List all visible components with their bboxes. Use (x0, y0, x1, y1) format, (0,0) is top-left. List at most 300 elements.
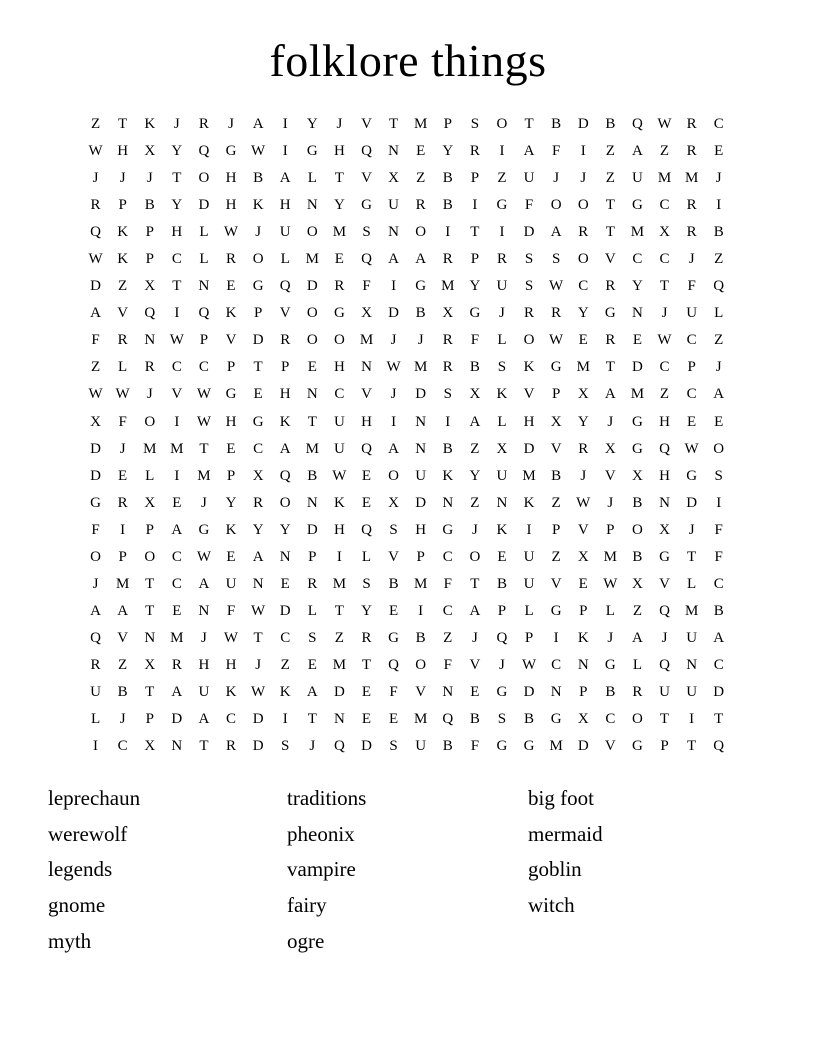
grid-cell: Y (171, 197, 183, 214)
word-item: witch (528, 893, 575, 918)
grid-cell: W (115, 386, 130, 403)
grid-cell: T (199, 440, 209, 457)
grid-cell: R (415, 197, 426, 214)
grid-cell: U (496, 278, 508, 295)
grid-cell: O (252, 251, 264, 268)
grid-cell: M (630, 224, 645, 241)
grid-cell: A (415, 251, 427, 268)
grid-cell: B (496, 575, 507, 592)
grid-cell: D (306, 278, 318, 295)
grid-cell: M (197, 467, 211, 484)
grid-cell: L (361, 548, 372, 565)
grid-cell: X (388, 494, 399, 511)
grid-cell: C (632, 251, 643, 268)
grid-cell: H (225, 197, 237, 214)
grid-cell: J (471, 521, 478, 538)
grid-cell: M (170, 629, 184, 646)
grid-cell: W (251, 602, 266, 619)
grid-cell: U (686, 684, 698, 700)
grid-cell: F (524, 197, 534, 214)
grid-cell: G (415, 278, 427, 295)
grid-cell: Z (90, 116, 101, 133)
grid-cell: N (252, 575, 264, 592)
grid-cell: B (713, 224, 724, 241)
grid-cell: M (305, 251, 319, 268)
grid-cell: J (119, 440, 126, 457)
grid-cell: P (687, 359, 696, 376)
grid-cell: J (580, 170, 587, 187)
grid-cell: A (171, 521, 183, 538)
grid-cell: G (252, 413, 264, 430)
grid-cell: W (386, 359, 401, 376)
grid-cell: V (415, 684, 427, 700)
grid-cell: X (252, 467, 264, 484)
grid-cell: V (550, 440, 562, 457)
grid-cell: P (199, 332, 209, 349)
grid-cell: H (415, 521, 427, 538)
grid-cell: F (443, 656, 452, 673)
grid-cell: M (414, 116, 428, 133)
grid-cell: E (226, 440, 236, 457)
grid-cell: T (145, 575, 155, 592)
grid-cell: J (390, 386, 397, 403)
grid-cell: I (120, 521, 126, 538)
grid-cell: N (442, 684, 454, 700)
grid-cell: Y (333, 197, 345, 214)
grid-cell: P (145, 521, 154, 538)
grid-cell: A (632, 143, 643, 160)
grid-cell: Y (469, 278, 481, 295)
grid-cell: Q (279, 278, 291, 295)
grid-cell: M (332, 656, 347, 673)
grid-cell: E (361, 467, 372, 484)
grid-cell: Y (279, 521, 291, 538)
grid-cell: V (388, 548, 399, 565)
grid-cell: D (415, 386, 427, 403)
grid-cell: P (118, 548, 127, 565)
grid-cell: E (334, 251, 344, 268)
grid-cell: E (578, 575, 588, 592)
grid-cell: T (470, 224, 480, 241)
grid-cell: X (496, 440, 508, 457)
grid-cell: X (144, 143, 156, 160)
grid-cell: Q (333, 738, 345, 755)
grid-cell: E (714, 413, 724, 430)
grid-cell: R (686, 143, 697, 160)
grid-cell: L (497, 332, 507, 349)
grid-cell: U (415, 738, 427, 755)
grid-cell: F (91, 521, 100, 538)
grid-cell: J (146, 170, 153, 187)
grid-cell: A (713, 386, 725, 403)
word-item: vampire (287, 857, 356, 882)
grid-cell: D (333, 684, 345, 700)
grid-cell: O (306, 224, 318, 241)
grid-cell: A (523, 143, 535, 160)
grid-cell: O (415, 224, 427, 241)
grid-cell: X (361, 305, 372, 322)
grid-cell: S (524, 278, 534, 295)
grid-cell: J (390, 332, 397, 349)
word-item: fairy (287, 893, 327, 918)
grid-cell: G (604, 656, 616, 673)
grid-cell: B (632, 548, 643, 565)
grid-cell: X (90, 413, 101, 430)
grid-cell: R (117, 494, 128, 511)
grid-cell: W (223, 224, 239, 241)
grid-cell: G (333, 305, 345, 322)
grid-cell: B (551, 116, 562, 133)
grid-cell: K (252, 197, 264, 214)
grid-cell: Y (225, 494, 237, 511)
grid-cell: R (198, 116, 209, 133)
grid-cell: J (336, 116, 343, 133)
grid-cell: O (577, 197, 589, 214)
grid-cell: X (659, 224, 670, 241)
grid-cell: V (361, 170, 372, 187)
grid-cell: K (442, 467, 454, 484)
grid-cell: O (90, 548, 101, 565)
grid-cell: D (252, 332, 264, 349)
grid-cell: U (90, 684, 101, 700)
grid-cell: Q (442, 711, 454, 728)
grid-cell: E (172, 494, 182, 511)
grid-cell: A (632, 629, 643, 646)
grid-cell: T (145, 684, 155, 700)
grid-cell: P (308, 548, 317, 565)
grid-cell: A (90, 305, 101, 322)
grid-cell: R (632, 684, 643, 700)
grid-cell: O (469, 548, 481, 565)
grid-cell: L (118, 359, 128, 376)
grid-cell: J (471, 629, 478, 646)
grid-cell: B (388, 575, 399, 592)
grid-cell: F (714, 521, 723, 538)
grid-cell: J (688, 251, 695, 268)
grid-cell: M (143, 440, 157, 457)
grid-cell: Z (714, 332, 724, 349)
grid-cell: J (92, 575, 99, 592)
grid-cell: B (605, 684, 616, 700)
grid-cell: R (334, 278, 345, 295)
grid-cell: K (225, 305, 237, 322)
grid-cell: S (362, 575, 371, 592)
grid-cell: E (497, 548, 507, 565)
grid-cell: D (198, 197, 210, 214)
grid-cell: O (279, 494, 291, 511)
grid-cell: D (713, 684, 725, 700)
grid-cell: Z (605, 143, 615, 160)
grid-cell: P (579, 602, 588, 619)
grid-cell: D (279, 602, 291, 619)
grid-cell: U (659, 684, 670, 700)
grid-cell: N (415, 413, 427, 430)
grid-cell: W (196, 548, 211, 565)
grid-cell: O (713, 440, 725, 457)
grid-cell: N (144, 332, 156, 349)
grid-cell: M (549, 738, 563, 755)
grid-cell: B (442, 440, 453, 457)
word-item: mermaid (528, 821, 603, 846)
grid-cell: L (307, 170, 317, 187)
grid-cell: E (388, 711, 399, 728)
grid-cell: W (88, 143, 103, 160)
grid-cell: Z (416, 170, 426, 187)
grid-cell: D (306, 521, 318, 538)
grid-cell: D (577, 116, 589, 133)
grid-cell: V (577, 521, 589, 538)
grid-cell: K (577, 629, 589, 646)
grid-cell: N (415, 440, 427, 457)
grid-cell: E (578, 332, 588, 349)
word-list-column (48, 781, 140, 960)
grid-cell: V (469, 656, 481, 673)
grid-cell: Z (497, 170, 507, 187)
grid-cell: C (551, 656, 562, 673)
grid-cell: R (90, 656, 101, 673)
grid-cell: W (196, 413, 211, 430)
grid-cell: P (606, 521, 615, 538)
grid-cell: J (607, 413, 614, 430)
grid-cell: E (307, 359, 317, 376)
grid-cell: O (144, 548, 156, 565)
grid-cell: C (442, 602, 453, 619)
grid-cell: A (388, 251, 399, 268)
grid-cell: T (659, 711, 670, 728)
grid-cell: X (144, 656, 156, 673)
grid-cell: X (469, 386, 481, 403)
grid-cell: J (255, 224, 262, 241)
grid-cell: R (442, 251, 453, 268)
grid-cell: X (632, 467, 643, 484)
word-list-column (528, 781, 603, 924)
grid-cell: U (686, 305, 698, 322)
grid-cell: N (388, 143, 399, 160)
grid-cell: Y (577, 305, 589, 322)
grid-cell: N (306, 197, 318, 214)
grid-cell: Y (577, 413, 589, 430)
grid-cell: H (198, 656, 210, 673)
grid-cell: I (499, 224, 505, 241)
grid-cell: G (686, 467, 698, 484)
grid-cell: R (442, 359, 453, 376)
grid-cell: P (118, 197, 127, 214)
grid-cell: L (632, 656, 642, 673)
grid-cell: M (657, 170, 672, 187)
grid-cell: C (605, 711, 616, 728)
grid-cell: W (196, 386, 211, 403)
grid-cell: M (630, 386, 645, 403)
grid-cell: I (282, 143, 288, 160)
grid-cell: X (442, 305, 454, 322)
grid-cell: R (496, 251, 507, 268)
grid-cell: V (523, 386, 535, 403)
grid-cell: E (118, 467, 128, 484)
grid-cell: S (714, 467, 723, 484)
grid-cell: F (91, 332, 100, 349)
grid-cell: A (279, 170, 291, 187)
grid-cell: G (550, 602, 562, 619)
grid-cell: D (523, 440, 535, 457)
grid-cell: I (391, 278, 397, 295)
grid-cell: J (715, 359, 722, 376)
grid-cell: V (361, 116, 372, 133)
grid-cell: J (201, 494, 207, 511)
grid-cell: C (171, 575, 182, 592)
grid-cell: M (359, 332, 374, 349)
grid-cell: D (252, 711, 264, 728)
grid-cell: G (659, 548, 670, 565)
grid-cell: C (686, 386, 697, 403)
grid-cell: G (604, 305, 616, 322)
grid-cell: P (470, 251, 480, 268)
grid-cell: G (469, 305, 481, 322)
grid-cell: W (332, 467, 347, 484)
grid-cell: O (632, 521, 643, 538)
grid-cell: H (333, 521, 345, 538)
grid-cell: I (174, 467, 180, 484)
grid-cell: G (550, 711, 562, 728)
grid-cell: P (226, 467, 236, 484)
grid-cell: J (607, 629, 614, 646)
grid-cell: R (226, 738, 237, 755)
grid-cell: X (144, 494, 156, 511)
grid-cell: R (605, 332, 616, 349)
grid-cell: E (470, 684, 480, 700)
grid-cell: Q (361, 521, 372, 538)
grid-cell: C (226, 711, 237, 728)
grid-cell: P (145, 251, 154, 268)
grid-cell: L (307, 602, 317, 619)
grid-cell: B (524, 711, 535, 728)
grid-cell: U (415, 467, 427, 484)
grid-cell: Z (551, 548, 561, 565)
grid-cell: H (225, 170, 237, 187)
grid-cell: U (686, 629, 698, 646)
grid-cell: J (119, 170, 126, 187)
grid-cell: O (550, 197, 562, 214)
grid-cell: W (549, 278, 564, 295)
grid-cell: C (659, 251, 670, 268)
grid-cell: F (389, 684, 398, 700)
grid-cell: D (388, 305, 399, 322)
grid-cell: E (361, 711, 372, 728)
grid-cell: C (253, 440, 264, 457)
grid-cell: Q (361, 440, 372, 457)
grid-cell: A (469, 602, 481, 619)
grid-cell: W (657, 116, 672, 133)
grid-cell: M (115, 575, 130, 592)
grid-cell: W (684, 440, 699, 457)
grid-cell: N (306, 386, 318, 403)
grid-cell: Y (442, 143, 454, 160)
grid-cell: E (361, 684, 372, 700)
grid-cell: B (144, 197, 155, 214)
grid-cell: P (416, 548, 425, 565)
grid-cell: B (469, 359, 480, 376)
grid-cell: Q (713, 738, 725, 755)
grid-cell: N (496, 494, 508, 511)
grid-cell: J (607, 494, 614, 511)
grid-cell: M (305, 440, 319, 457)
grid-cell: R (524, 305, 535, 322)
grid-cell: R (253, 494, 264, 511)
grid-cell: U (333, 440, 345, 457)
grid-cell: C (713, 656, 724, 673)
grid-cell: J (309, 738, 316, 755)
grid-cell: R (469, 143, 480, 160)
grid-cell: D (361, 738, 372, 755)
grid-cell: I (553, 629, 559, 646)
grid-cell: Q (659, 440, 670, 457)
grid-cell: D (632, 359, 643, 376)
grid-cell: I (174, 305, 180, 322)
grid-cell: T (307, 711, 317, 728)
grid-cell: S (470, 116, 480, 133)
grid-cell: E (361, 494, 372, 511)
grid-cell: V (604, 467, 616, 484)
grid-cell: C (713, 575, 724, 592)
grid-cell: I (689, 711, 695, 728)
grid-cell: O (306, 332, 318, 349)
grid-cell: H (117, 143, 129, 160)
grid-cell: C (659, 197, 670, 214)
grid-cell: Z (118, 278, 128, 295)
grid-cell: N (361, 359, 372, 376)
grid-cell: M (414, 575, 428, 592)
grid-cell: I (418, 602, 424, 619)
grid-cell: R (280, 332, 291, 349)
grid-cell: A (469, 413, 481, 430)
grid-cell: C (659, 359, 670, 376)
grid-cell: C (117, 738, 128, 755)
grid-cell: C (198, 359, 209, 376)
grid-cell: Q (659, 602, 670, 619)
grid-cell: I (391, 413, 397, 430)
grid-cell: K (333, 494, 345, 511)
grid-cell: A (198, 575, 210, 592)
grid-cell: N (442, 494, 454, 511)
grid-cell: B (117, 684, 128, 700)
grid-cell: U (225, 575, 237, 592)
grid-cell: A (117, 602, 129, 619)
grid-cell: S (389, 738, 398, 755)
grid-cell: K (144, 116, 156, 133)
grid-cell: R (578, 224, 589, 241)
grid-cell: O (144, 413, 156, 430)
grid-cell: N (171, 738, 183, 755)
grid-cell: P (497, 602, 507, 619)
grid-cell: Q (496, 629, 508, 646)
grid-cell: V (604, 251, 616, 268)
grid-cell: K (523, 494, 535, 511)
grid-cell: M (603, 548, 617, 565)
grid-cell: J (146, 386, 153, 403)
grid-cell: Z (470, 494, 480, 511)
grid-cell: F (470, 738, 480, 755)
grid-cell: S (551, 251, 561, 268)
grid-cell: S (497, 711, 507, 728)
grid-cell: R (361, 629, 372, 646)
grid-cell: M (522, 467, 536, 484)
grid-cell: J (417, 332, 424, 349)
grid-cell: K (279, 684, 291, 700)
grid-cell: Z (470, 440, 480, 457)
grid-cell: W (88, 251, 103, 268)
grid-cell: S (281, 738, 290, 755)
grid-cell: P (226, 359, 236, 376)
grid-cell: Q (659, 656, 670, 673)
